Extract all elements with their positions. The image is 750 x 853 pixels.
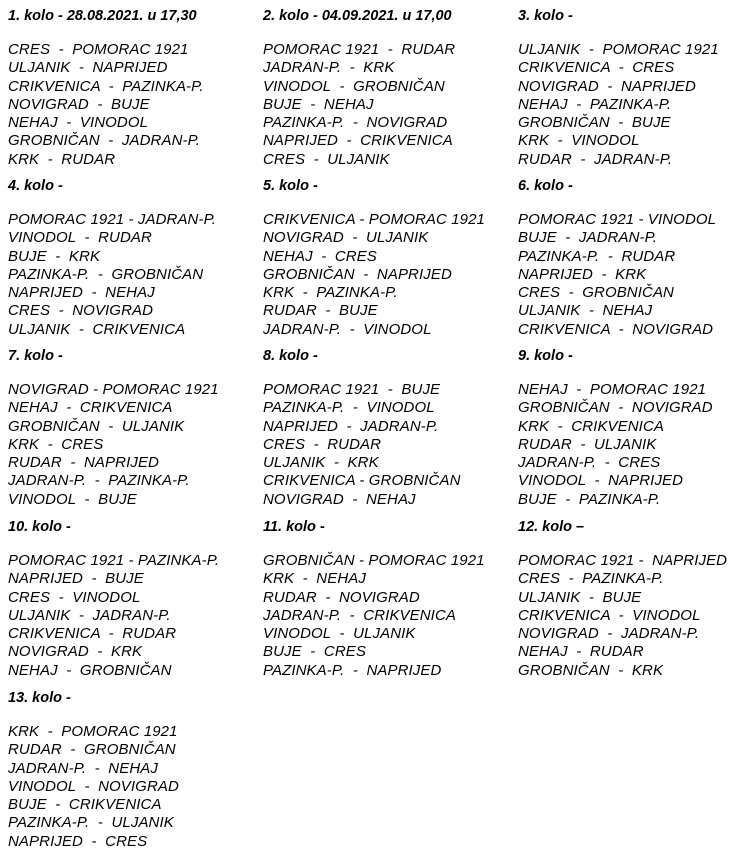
round-title: 3. kolo -: [518, 8, 573, 24]
match: VINODOL - NAPRIJED: [518, 472, 684, 490]
round-4: [8, 178, 216, 339]
match-list: [8, 723, 179, 851]
match: GROBNIČAN - ULJANIK: [8, 417, 185, 435]
round-3: [518, 8, 719, 169]
match: POMORAC 1921 - RUDAR: [263, 41, 456, 58]
match: GROBNIČAN - NOVIGRAD: [518, 399, 713, 417]
round-2: [263, 8, 455, 169]
match: NAPRIJED - CRES: [8, 832, 148, 850]
match: NAPRIJED - BUJE: [8, 570, 144, 588]
round-12: [518, 519, 727, 680]
match-list: [518, 552, 727, 680]
match: CRES - VINODOL: [8, 588, 141, 606]
match: GROBNIČAN - JADRAN-P.: [8, 132, 201, 150]
round-title: 10. kolo -: [8, 519, 71, 535]
match: RUDAR - BUJE: [263, 302, 378, 320]
match: BUJE - CRES: [263, 643, 366, 661]
match: KRK - POMORAC 1921: [8, 723, 178, 740]
match: ULJANIK - NEHAJ: [518, 302, 653, 320]
match: ULJANIK - BUJE: [518, 588, 642, 606]
match-list: [263, 381, 461, 509]
match: CRES - GROBNIČAN: [518, 284, 674, 302]
match: NEHAJ - PAZINKA-P.: [518, 95, 672, 113]
match: NEHAJ - CRES: [263, 247, 377, 265]
match: GROBNIČAN - KRK: [518, 661, 664, 679]
match: BUJE - JADRAN-P.: [518, 229, 658, 247]
match: NOVIGRAD - NEHAJ: [263, 490, 416, 508]
round-1: [8, 8, 204, 169]
match-list: [8, 211, 216, 339]
match-list: [8, 552, 219, 680]
match: POMORAC 1921 - BUJE: [263, 381, 441, 398]
match: CRIKVENICA - POMORAC 1921: [263, 211, 485, 228]
match: CRIKVENICA - GROBNIČAN: [263, 472, 461, 490]
match: ULJANIK - NAPRIJED: [8, 59, 168, 77]
match: JADRAN-P. - VINODOL: [263, 320, 432, 338]
match: NAPRIJED - KRK: [518, 265, 647, 283]
match: VINODOL - GROBNIČAN: [263, 77, 445, 95]
match: KRK - CRES: [8, 435, 104, 453]
round-title: 6. kolo -: [518, 178, 573, 194]
match: PAZINKA-P. - NOVIGRAD: [263, 114, 448, 132]
match: CRIKVENICA - NOVIGRAD: [518, 320, 714, 338]
match: PAZINKA-P. - RUDAR: [518, 247, 676, 265]
match: VINODOL - NOVIGRAD: [8, 777, 179, 795]
match: NEHAJ - RUDAR: [518, 643, 644, 661]
match: ULJANIK - CRIKVENICA: [8, 320, 186, 338]
match: NOVIGRAD - KRK: [8, 643, 143, 661]
match: BUJE - PAZINKA-P.: [518, 490, 661, 508]
match-list: [263, 211, 485, 339]
match-list: [8, 41, 204, 169]
match: NAPRIJED - JADRAN-P.: [263, 417, 439, 435]
round-title: 7. kolo -: [8, 348, 63, 364]
round-13: [8, 690, 179, 851]
match: KRK - NEHAJ: [263, 570, 366, 588]
match: VINODOL - ULJANIK: [263, 625, 416, 643]
match: CRIKVENICA - CRES: [518, 59, 675, 77]
match-list: [518, 211, 716, 339]
round-title: 13. kolo -: [8, 690, 71, 706]
match: NEHAJ - GROBNIČAN: [8, 661, 172, 679]
match: ULJANIK - POMORAC 1921: [518, 41, 719, 58]
match: VINODOL - RUDAR: [8, 229, 152, 247]
match: JADRAN-P. - NEHAJ: [8, 759, 158, 777]
match: KRK - VINODOL: [518, 132, 640, 150]
match-list: [8, 381, 219, 509]
match: NEHAJ - VINODOL: [8, 114, 149, 132]
round-title: 11. kolo -: [263, 519, 325, 535]
round-title: 9. kolo -: [518, 348, 573, 364]
match: POMORAC 1921 - VINODOL: [518, 211, 717, 228]
match: GROBNIČAN - POMORAC 1921: [263, 552, 485, 569]
match: BUJE - CRIKVENICA: [8, 796, 162, 814]
round-title: 5. kolo -: [263, 178, 318, 194]
match: CRES - POMORAC 1921: [8, 41, 189, 58]
match: CRIKVENICA - PAZINKA-P.: [8, 77, 204, 95]
match-list: [263, 552, 485, 680]
match: NEHAJ - POMORAC 1921: [518, 381, 707, 398]
round-title: 4. kolo -: [8, 178, 63, 194]
round-9: [518, 348, 713, 509]
match-list: [263, 41, 455, 169]
match: ULJANIK - JADRAN-P.: [8, 606, 171, 624]
round-11: [263, 519, 485, 680]
match-list: [518, 41, 719, 169]
match: PAZINKA-P. - ULJANIK: [8, 814, 174, 832]
match: RUDAR - NOVIGRAD: [263, 588, 420, 606]
match: NAPRIJED - NEHAJ: [8, 284, 155, 302]
round-7: [8, 348, 219, 509]
match: RUDAR - JADRAN-P.: [518, 150, 673, 168]
match: NEHAJ - CRIKVENICA: [8, 399, 173, 417]
match: PAZINKA-P. - NAPRIJED: [263, 661, 442, 679]
match: RUDAR - NAPRIJED: [8, 454, 159, 472]
match: CRES - RUDAR: [263, 435, 382, 453]
match: CRES - NOVIGRAD: [8, 302, 154, 320]
round-title: 1. kolo - 28.08.2021. u 17,30: [8, 8, 197, 24]
match: PAZINKA-P. - GROBNIČAN: [8, 265, 204, 283]
round-title: 2. kolo - 04.09.2021. u 17,00: [263, 8, 452, 24]
match: BUJE - KRK: [8, 247, 101, 265]
match: JADRAN-P. - PAZINKA-P.: [8, 472, 190, 490]
match: NOVIGRAD - BUJE: [8, 95, 150, 113]
match: NOVIGRAD - NAPRIJED: [518, 77, 696, 95]
round-6: [518, 178, 716, 339]
match: NOVIGRAD - JADRAN-P.: [518, 625, 700, 643]
match: NAPRIJED - CRIKVENICA: [263, 132, 453, 150]
match: KRK - RUDAR: [8, 150, 116, 168]
match: RUDAR - GROBNIČAN: [8, 741, 176, 759]
match: GROBNIČAN - NAPRIJED: [263, 265, 452, 283]
match: ULJANIK - KRK: [263, 454, 379, 472]
match: RUDAR - ULJANIK: [518, 435, 657, 453]
match: CRES - ULJANIK: [263, 150, 390, 168]
match: CRES - PAZINKA-P.: [518, 570, 664, 588]
match: POMORAC 1921 - PAZINKA-P.: [8, 552, 220, 569]
round-title: 12. kolo –: [518, 519, 585, 535]
round-8: [263, 348, 461, 509]
match: CRIKVENICA - RUDAR: [8, 625, 177, 643]
match: KRK - CRIKVENICA: [518, 417, 664, 435]
match: CRIKVENICA - VINODOL: [518, 606, 701, 624]
round-10: [8, 519, 219, 680]
match: NOVIGRAD - ULJANIK: [263, 229, 429, 247]
match: GROBNIČAN - BUJE: [518, 114, 671, 132]
round-5: [263, 178, 485, 339]
match: POMORAC 1921 - NAPRIJED: [518, 552, 728, 569]
round-title: 8. kolo -: [263, 348, 318, 364]
match: PAZINKA-P. - VINODOL: [263, 399, 435, 417]
match: JADRAN-P. - CRES: [518, 454, 661, 472]
match: BUJE - NEHAJ: [263, 95, 374, 113]
match: JADRAN-P. - CRIKVENICA: [263, 606, 456, 624]
match: JADRAN-P. - KRK: [263, 59, 395, 77]
match: POMORAC 1921 - JADRAN-P.: [8, 211, 217, 228]
match: KRK - PAZINKA-P.: [263, 284, 398, 302]
match: NOVIGRAD - POMORAC 1921: [8, 381, 219, 398]
match: VINODOL - BUJE: [8, 490, 137, 508]
match-list: [518, 381, 713, 509]
